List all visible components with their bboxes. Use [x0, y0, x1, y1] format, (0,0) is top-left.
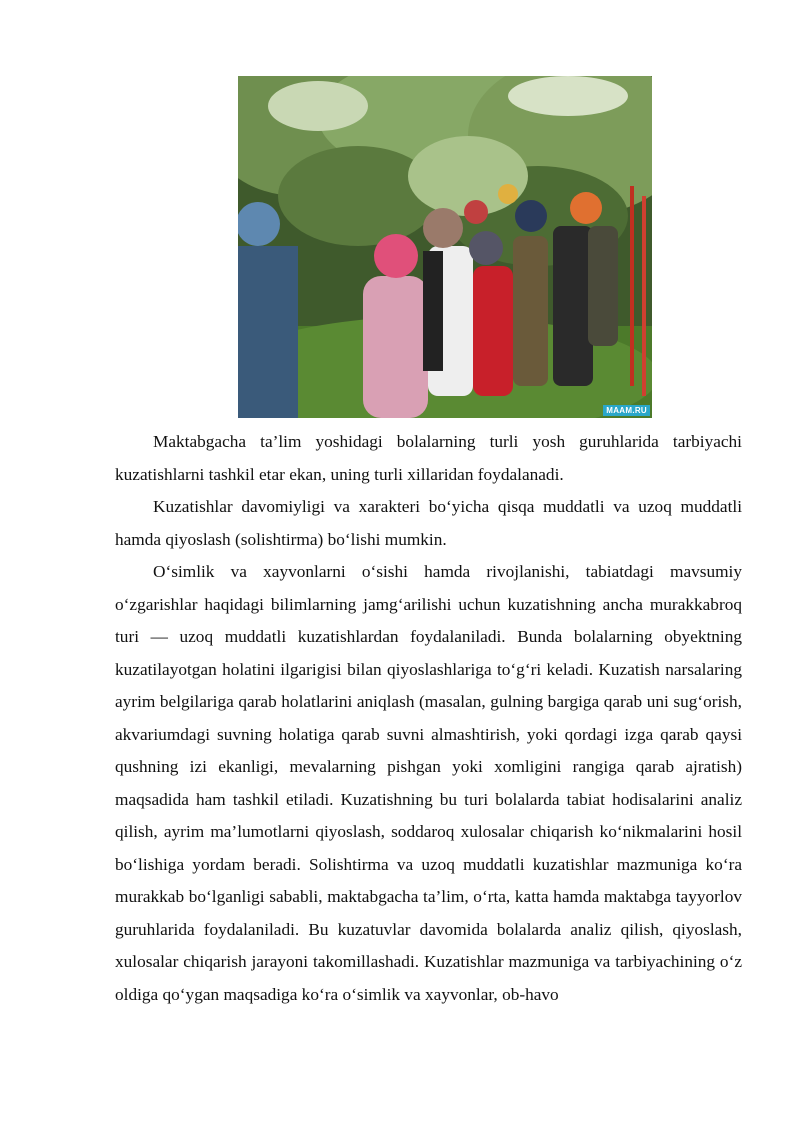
photo-children-observing-tree-icon: [238, 76, 652, 418]
paragraph-1: Maktabgacha ta’lim yoshidagi bolalarning turli yosh guruhlarida tarbiyachi kuzatishlarni tashkil etar ekan, uning turli xillaridan foydalanadi.: [115, 432, 742, 484]
paragraph-3: O‘simlik va xayvonlarni o‘sishi hamda rivojlanishi, tabiatdagi mavsumiy o‘zgarishlar haqidagi bilimlarning jamg‘arilishi uchun kuzatishning ancha murakkabroq turi — uzoq muddatli kuzatishlardan foydalaniladi. Bunda bolalarning obyektning kuzatilayotgan holatini ilgarigisi bilan qiyoslashlariga to‘g‘ri keladi. Kuzatish narsalaring ayrim belgilariga qarab holatlarini aniqlash (masalan, gulning bargiga qarab uni sug‘orish, akvariumdagi suvning holatiga qarab suvni almashtirish, yoki qordagi izga qarab qaysi qushning izi ekanligi, mevalarning pishgan yoki xomligini rangiga qarab ajratish) maqsadida ham tashkil etiladi. Kuzatishning bu turi bolalarda tabiat hodisalarini analiz qilish, ayrim ma’lumotlarni qiyoslash, soddaroq xulosalar chiqarish ko‘nikmalarini hosil bo‘lishiga yordam beradi. Solishtirma va uzoq muddatli kuzatishlar mazmuniga ko‘ra murakkab bo‘lganligi sababli, maktabgacha ta’lim, o‘rta, katta hamda maktabga tayyorlov guruhlarida foydalaniladi. Bu kuzatuvlar davomida bolalarda analiz qilish, qiyoslash, xulosalar chiqarish jarayoni takomillashadi. Kuzatishlar mazmuniga va tarbiyachining o‘z oldiga qo‘ygan maqsadiga ko‘ra o‘simlik va xayvonlar, ob-havo: [115, 562, 742, 1004]
paragraph-2: Kuzatishlar davomiyligi va xarakteri bo‘yicha qisqa muddatli va uzoq muddatli hamda qiyoslash (solishtirma) bo‘lishi mumkin.: [115, 497, 742, 549]
children-observing-tree-photo: [238, 76, 652, 418]
document-body: [115, 426, 742, 1011]
photo-watermark: MAAM.RU: [603, 405, 650, 416]
